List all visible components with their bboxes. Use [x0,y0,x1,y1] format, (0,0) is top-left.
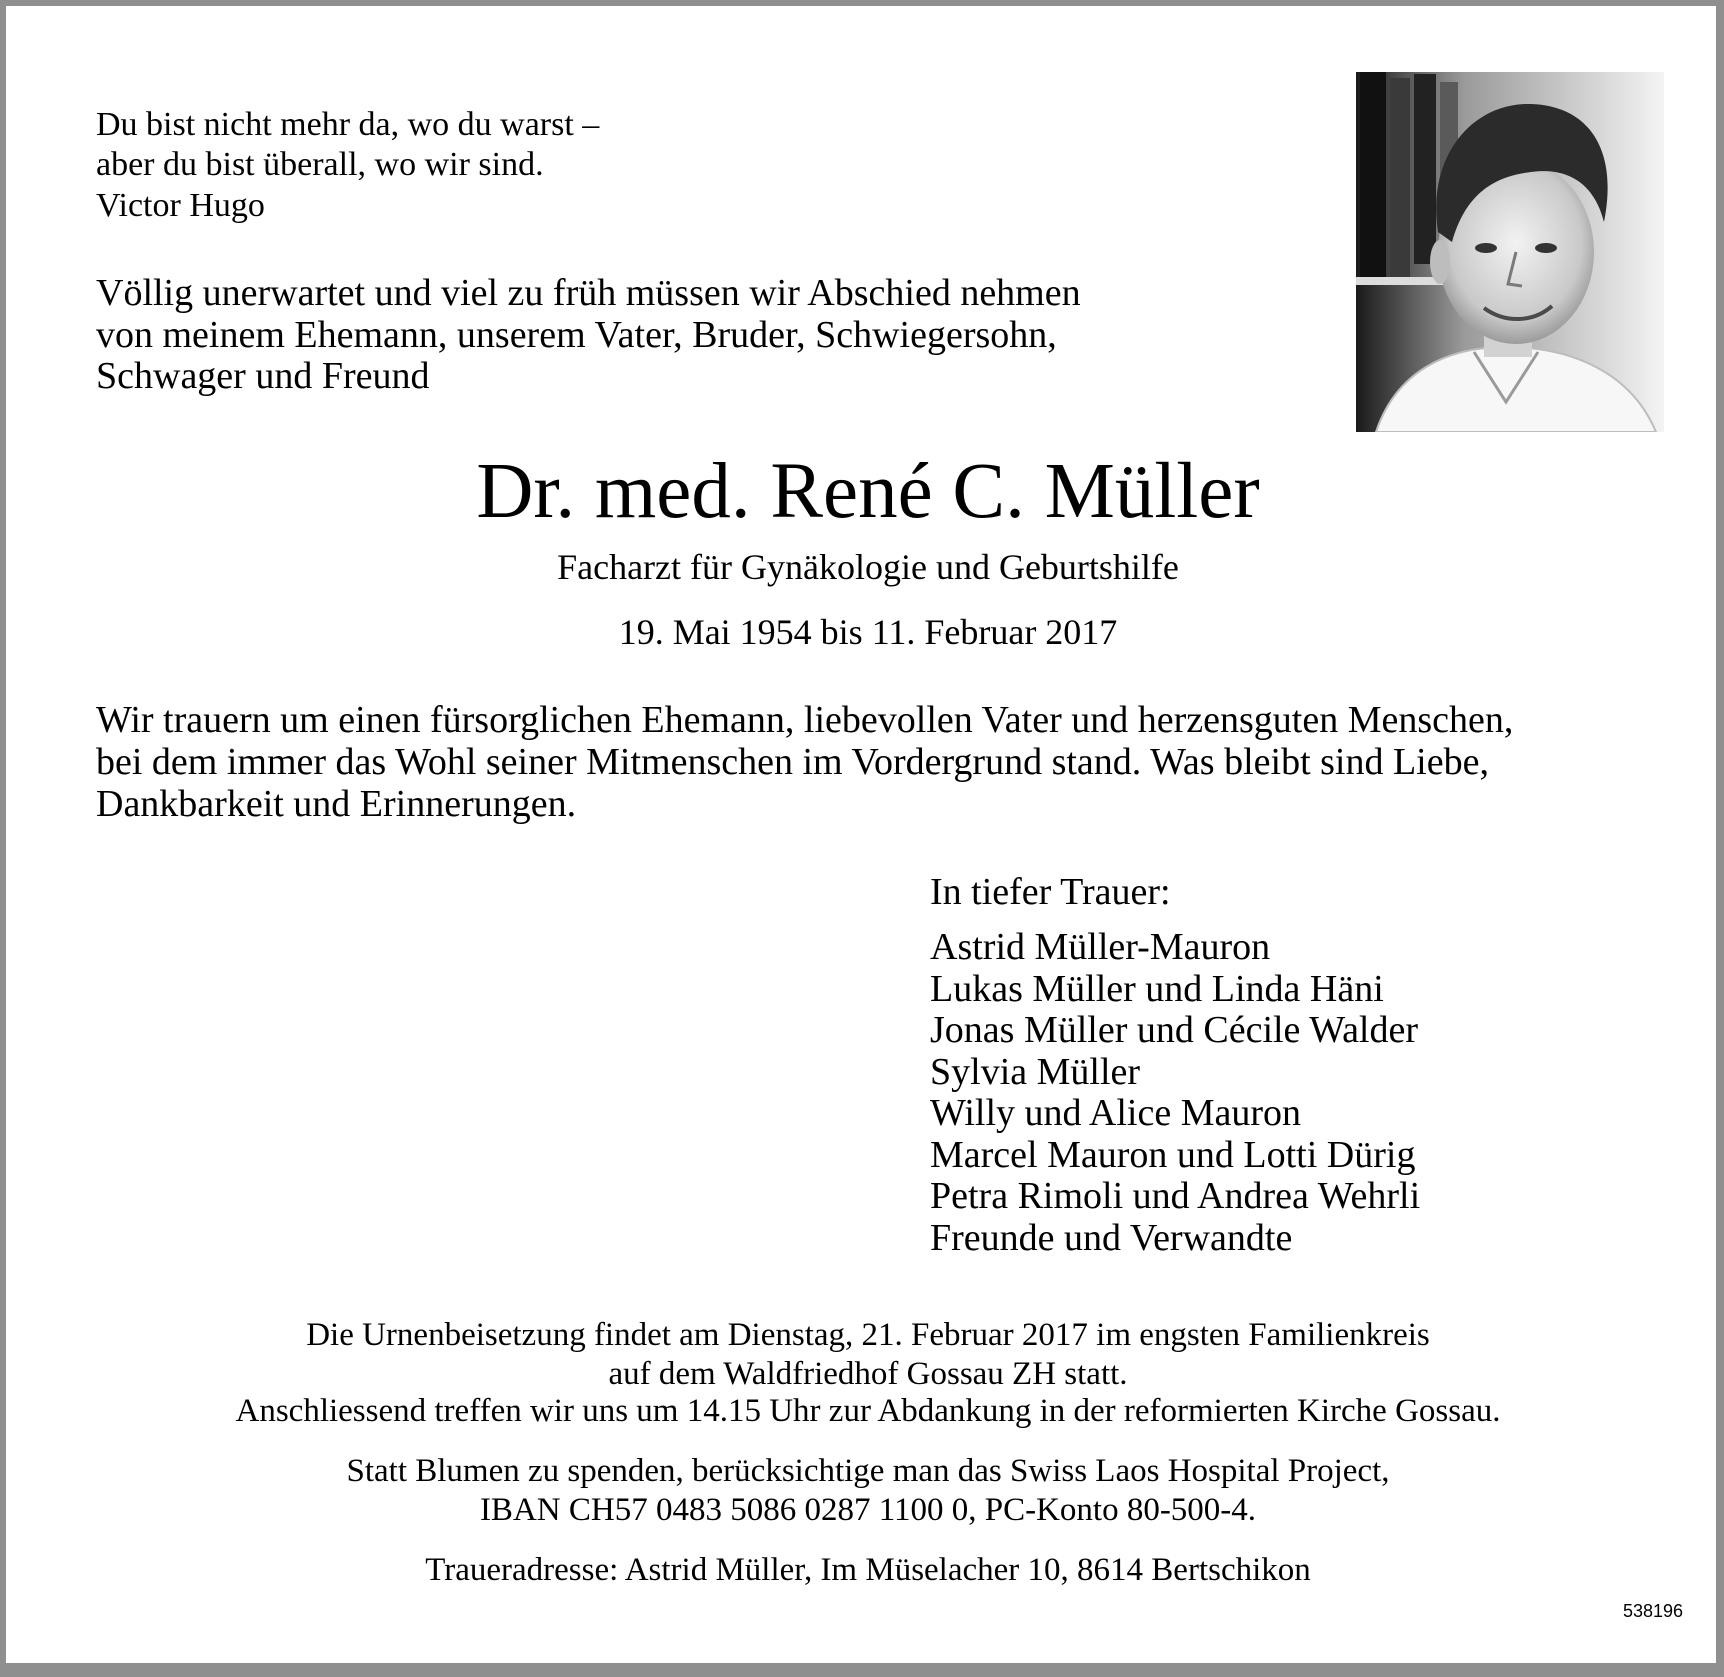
ceremony-line: Die Urnenbeisetzung findet am Dienstag, 21. Februar 2017 im engsten Familienkreis [306,1317,1430,1353]
quote-author: Victor Hugo [96,187,265,224]
life-dates: 19. Mai 1954 bis 11. Februar 2017 [618,612,1118,652]
intro-line: Völlig unerwartet und viel zu früh müssen wir Abschied nehmen [96,272,1081,314]
tribute-line: Dankbarkeit und Erinnerungen. [96,783,577,825]
ceremony-line: Anschliessend treffen wir uns um 14.15 Uhr zur Abdankung in der reformierten Kirche Gossau. [235,1393,1501,1429]
portrait-photo [1356,72,1664,432]
quote-line: Du bist nicht mehr da, wo du warst – [96,106,600,143]
mourner-name: Freunde und Verwandte [930,1217,1293,1259]
mourning-address: Traueradresse: Astrid Müller, Im Müselacher 10, 8614 Bertschikon [425,1552,1311,1588]
deceased-specialty: Facharzt für Gynäkologie und Geburtshilfe [557,547,1179,587]
tribute-line: bei dem immer das Wohl seiner Mitmenschen im Vordergrund stand. Was bleibt sind Liebe, [96,741,1489,783]
mourner-name: Marcel Mauron und Lotti Dürig [930,1134,1416,1176]
intro-line: von meinem Ehemann, unserem Vater, Bruder, Schwiegersohn, [96,314,1057,356]
mourner-name: Lukas Müller und Linda Häni [930,968,1384,1010]
mourner-name: Sylvia Müller [930,1051,1141,1093]
mourner-name: Astrid Müller-Mauron [930,926,1271,968]
mourners-heading: In tiefer Trauer: [930,871,1171,913]
mourner-name: Jonas Müller und Cécile Walder [930,1009,1419,1051]
reference-number: 538196 [1623,1601,1684,1621]
mourner-name: Willy und Alice Mauron [930,1092,1302,1134]
tribute-line: Wir trauern um einen fürsorglichen Ehemann, liebevollen Vater und herzensguten Menschen, [96,699,1514,741]
mourner-name: Petra Rimoli und Andrea Wehrli [930,1175,1421,1217]
deceased-name: Dr. med. René C. Müller [476,448,1260,535]
donation-line: Statt Blumen zu spenden, berücksichtige man das Swiss Laos Hospital Project, [346,1453,1390,1489]
donation-line: IBAN CH57 0483 5086 0287 1100 0, PC-Konto 80-500-4. [479,1492,1257,1528]
quote-line: aber du bist überall, wo wir sind. [96,146,544,183]
ceremony-line: auf dem Waldfriedhof Gossau ZH statt. [608,1356,1128,1392]
intro-line: Schwager und Freund [96,355,430,397]
